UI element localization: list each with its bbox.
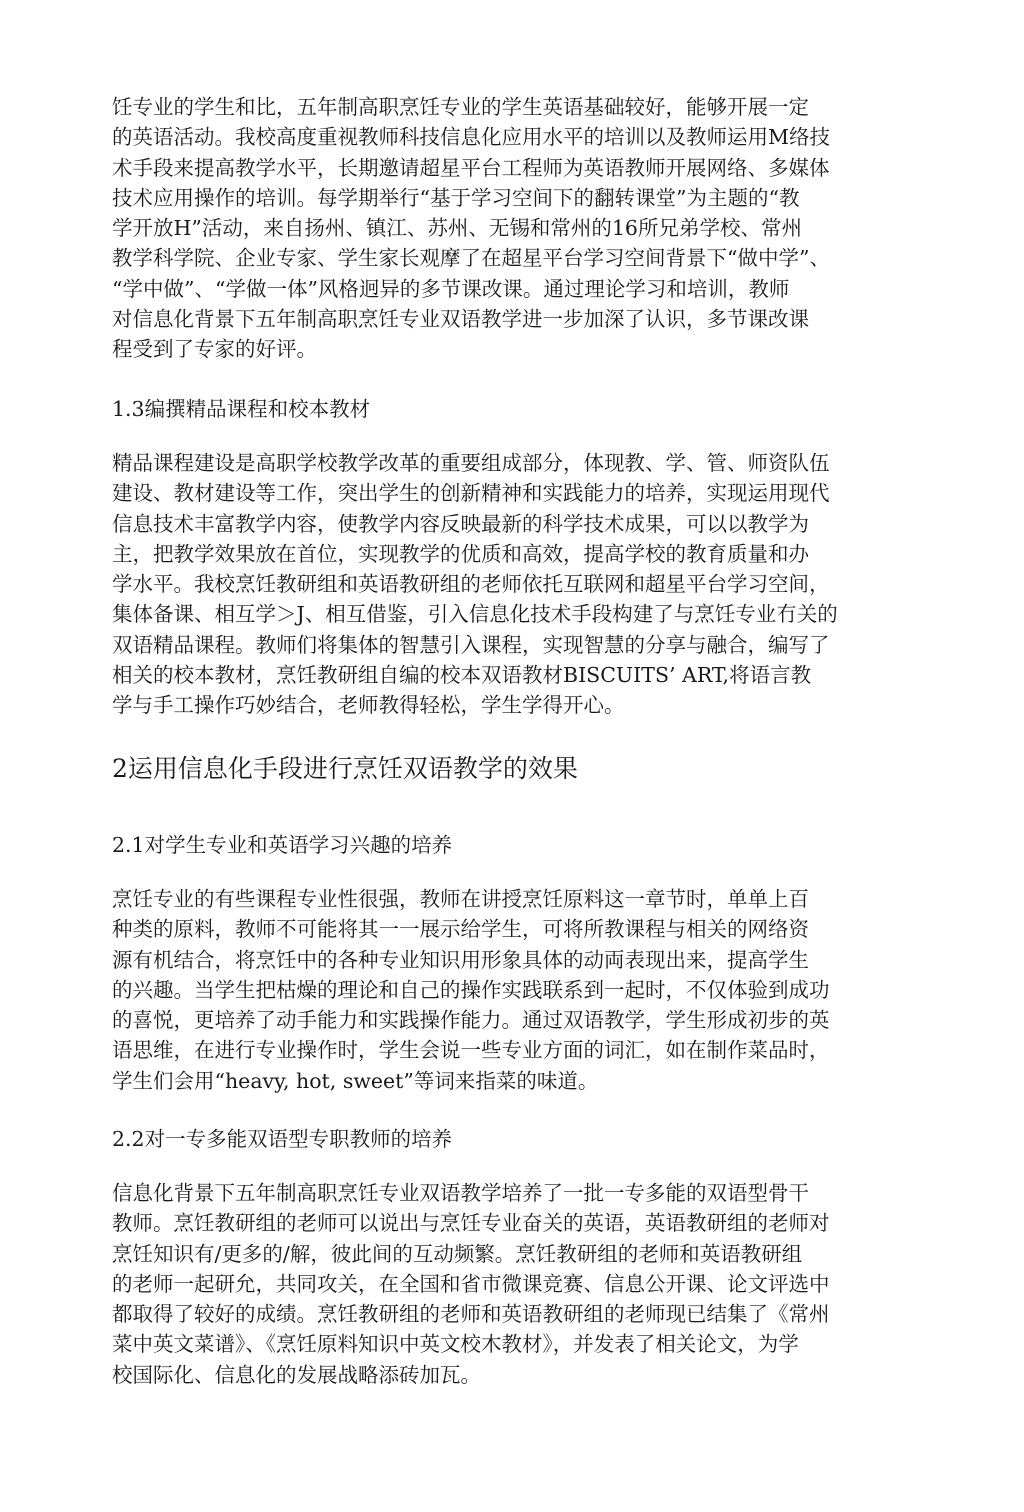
text-line: 语思维，在进行专业操作时，学生会说一些专业方面的词汇，如在制作菜品时， (112, 1038, 830, 1063)
section-heading-2-2: 2.2对一专多能双语型专职教师的培养 (112, 1127, 453, 1151)
text-line: 主，把教学效果放在首位，实现教学的优质和高效，提高学校的教育质量和办 (112, 541, 809, 566)
text-line: 菜中英文菜谱》、《烹饪原料知识中英文校木教材》，并发表了相关论文，为学 (112, 1332, 799, 1357)
section-heading-2: 2运用信息化手段进行烹饪双语教学的效果 (112, 754, 578, 783)
text-line: “学中做”、“学做一体”风格迥异的多节课改课。通过理论学习和培训，教师 (112, 276, 790, 301)
paragraph-digital-training (112, 92, 902, 365)
section-heading-1-3: 1.3编撰精品课程和校本教材 (112, 397, 371, 421)
text-line: 双语精品课程。教师们将集体的智慧引入课程，实现智慧的分享与融合，编写了 (112, 632, 830, 657)
text-line: 信息技术丰富教学内容，使教学内容反映最新的科学技术成果，可以以教学为 (112, 511, 809, 536)
text-line: 学与手工操作巧妙结合，老师教得轻松，学生学得开心。 (112, 693, 625, 718)
text-line: 校国际化、信息化的发展战略添砖加瓦。 (112, 1362, 481, 1387)
paragraph-teacher-training (112, 1178, 902, 1390)
text-line: 建设、教材建设等工作，突出学生的创新精神和实践能力的培养，实现运用现代 (112, 481, 830, 506)
text-line: 相关的校本教材，烹饪教研组自编的校本双语教材BISCUITS’ ART,将语言教 (112, 663, 812, 688)
text-line: 的老师一起研允，共同攻关，在全国和省市微课竞赛、信息公开课、论文评选中 (112, 1271, 830, 1296)
text-line: 的兴趣。当学生把枯燥的理论和自己的操作实践联系到一起时，不仅体验到成功 (112, 977, 830, 1002)
text-line: 精品课程建设是高职学校教学改革的重要组成部分，体现教、学、管、师资队伍 (112, 451, 830, 475)
text-line: 信息化背景下五年制高职烹饪专业双语教学培养了一批一专多能的双语型骨干 (112, 1181, 809, 1205)
text-line: 技术应用操作的培训。每学期举行“基于学习空间下的翻转课堂”为主题的“教 (112, 185, 800, 210)
text-line: 烹饪专业的有些课程专业性很强，教师在讲授烹饪原料这一章节时，单单上百 (112, 887, 809, 911)
text-line: 程受到了专家的好评。 (112, 337, 317, 362)
paragraph-quality-courses (112, 448, 902, 721)
text-line: 教学科学院、企业专家、学生家长观摩了在超星平台学习空间背景下“做中学”、 (112, 246, 830, 271)
text-line: 的英语活动。我校高度重视教师科技信息化应用水平的培训以及教师运用M络技 (112, 125, 830, 150)
text-line: 教师。烹饪教研组的老师可以说出与烹饪专业奋关的英语，英语教研组的老师对 (112, 1211, 830, 1236)
text-line: 的喜悦，更培养了动手能力和实践操作能力。通过双语教学，学生形成初步的英 (112, 1008, 830, 1033)
text-line: 学生们会用“heavy, hot, sweet”等词来指菜的味道。 (112, 1068, 599, 1093)
text-line: 学开放H”活动，来自扬州、镇江、苏州、无锡和常州的16所兄弟学校、常州 (112, 216, 802, 241)
text-line: 烹饪知识有/更多的/解，彼此间的互动频繁。烹饪教研组的老师和英语教研组 (112, 1241, 803, 1266)
text-line: 对信息化背景下五年制高职烹饪专业双语教学进一步加深了认识，多节课改课 (112, 307, 809, 332)
text-line: 种类的原料，教师不可能将其一一展示给学生，可将所教课程与相关的网络资 (112, 917, 809, 942)
section-heading-2-1: 2.1对学生专业和英语学习兴趣的培养 (112, 833, 453, 857)
text-line: 饪专业的学生和比，五年制高职烹饪专业的学生英语基础较好，能够开展一定 (112, 95, 809, 119)
text-line: 源有机结合，将烹饪中的各种专业知识用形象具体的动両表现出来，提高学生 (112, 947, 809, 972)
text-line: 术手段来提高教学水平，长期邀请超星平台工程师为英语教师开展网络、多媒体 (112, 155, 830, 180)
text-line: 学水平。我校烹饪教研组和英语教研组的老师依托互联网和超星平台学习空间， (112, 572, 830, 597)
paragraph-student-interest (112, 884, 902, 1096)
text-line: 都取得了较好的成绩。烹饪教研组的老师和英语教研组的老师现已结集了《常州 (112, 1302, 830, 1327)
text-line: 集体备课、相互学＞J、相互借鉴，引入信息化技术手段构建了与烹饪专业冇关的 (112, 602, 838, 627)
